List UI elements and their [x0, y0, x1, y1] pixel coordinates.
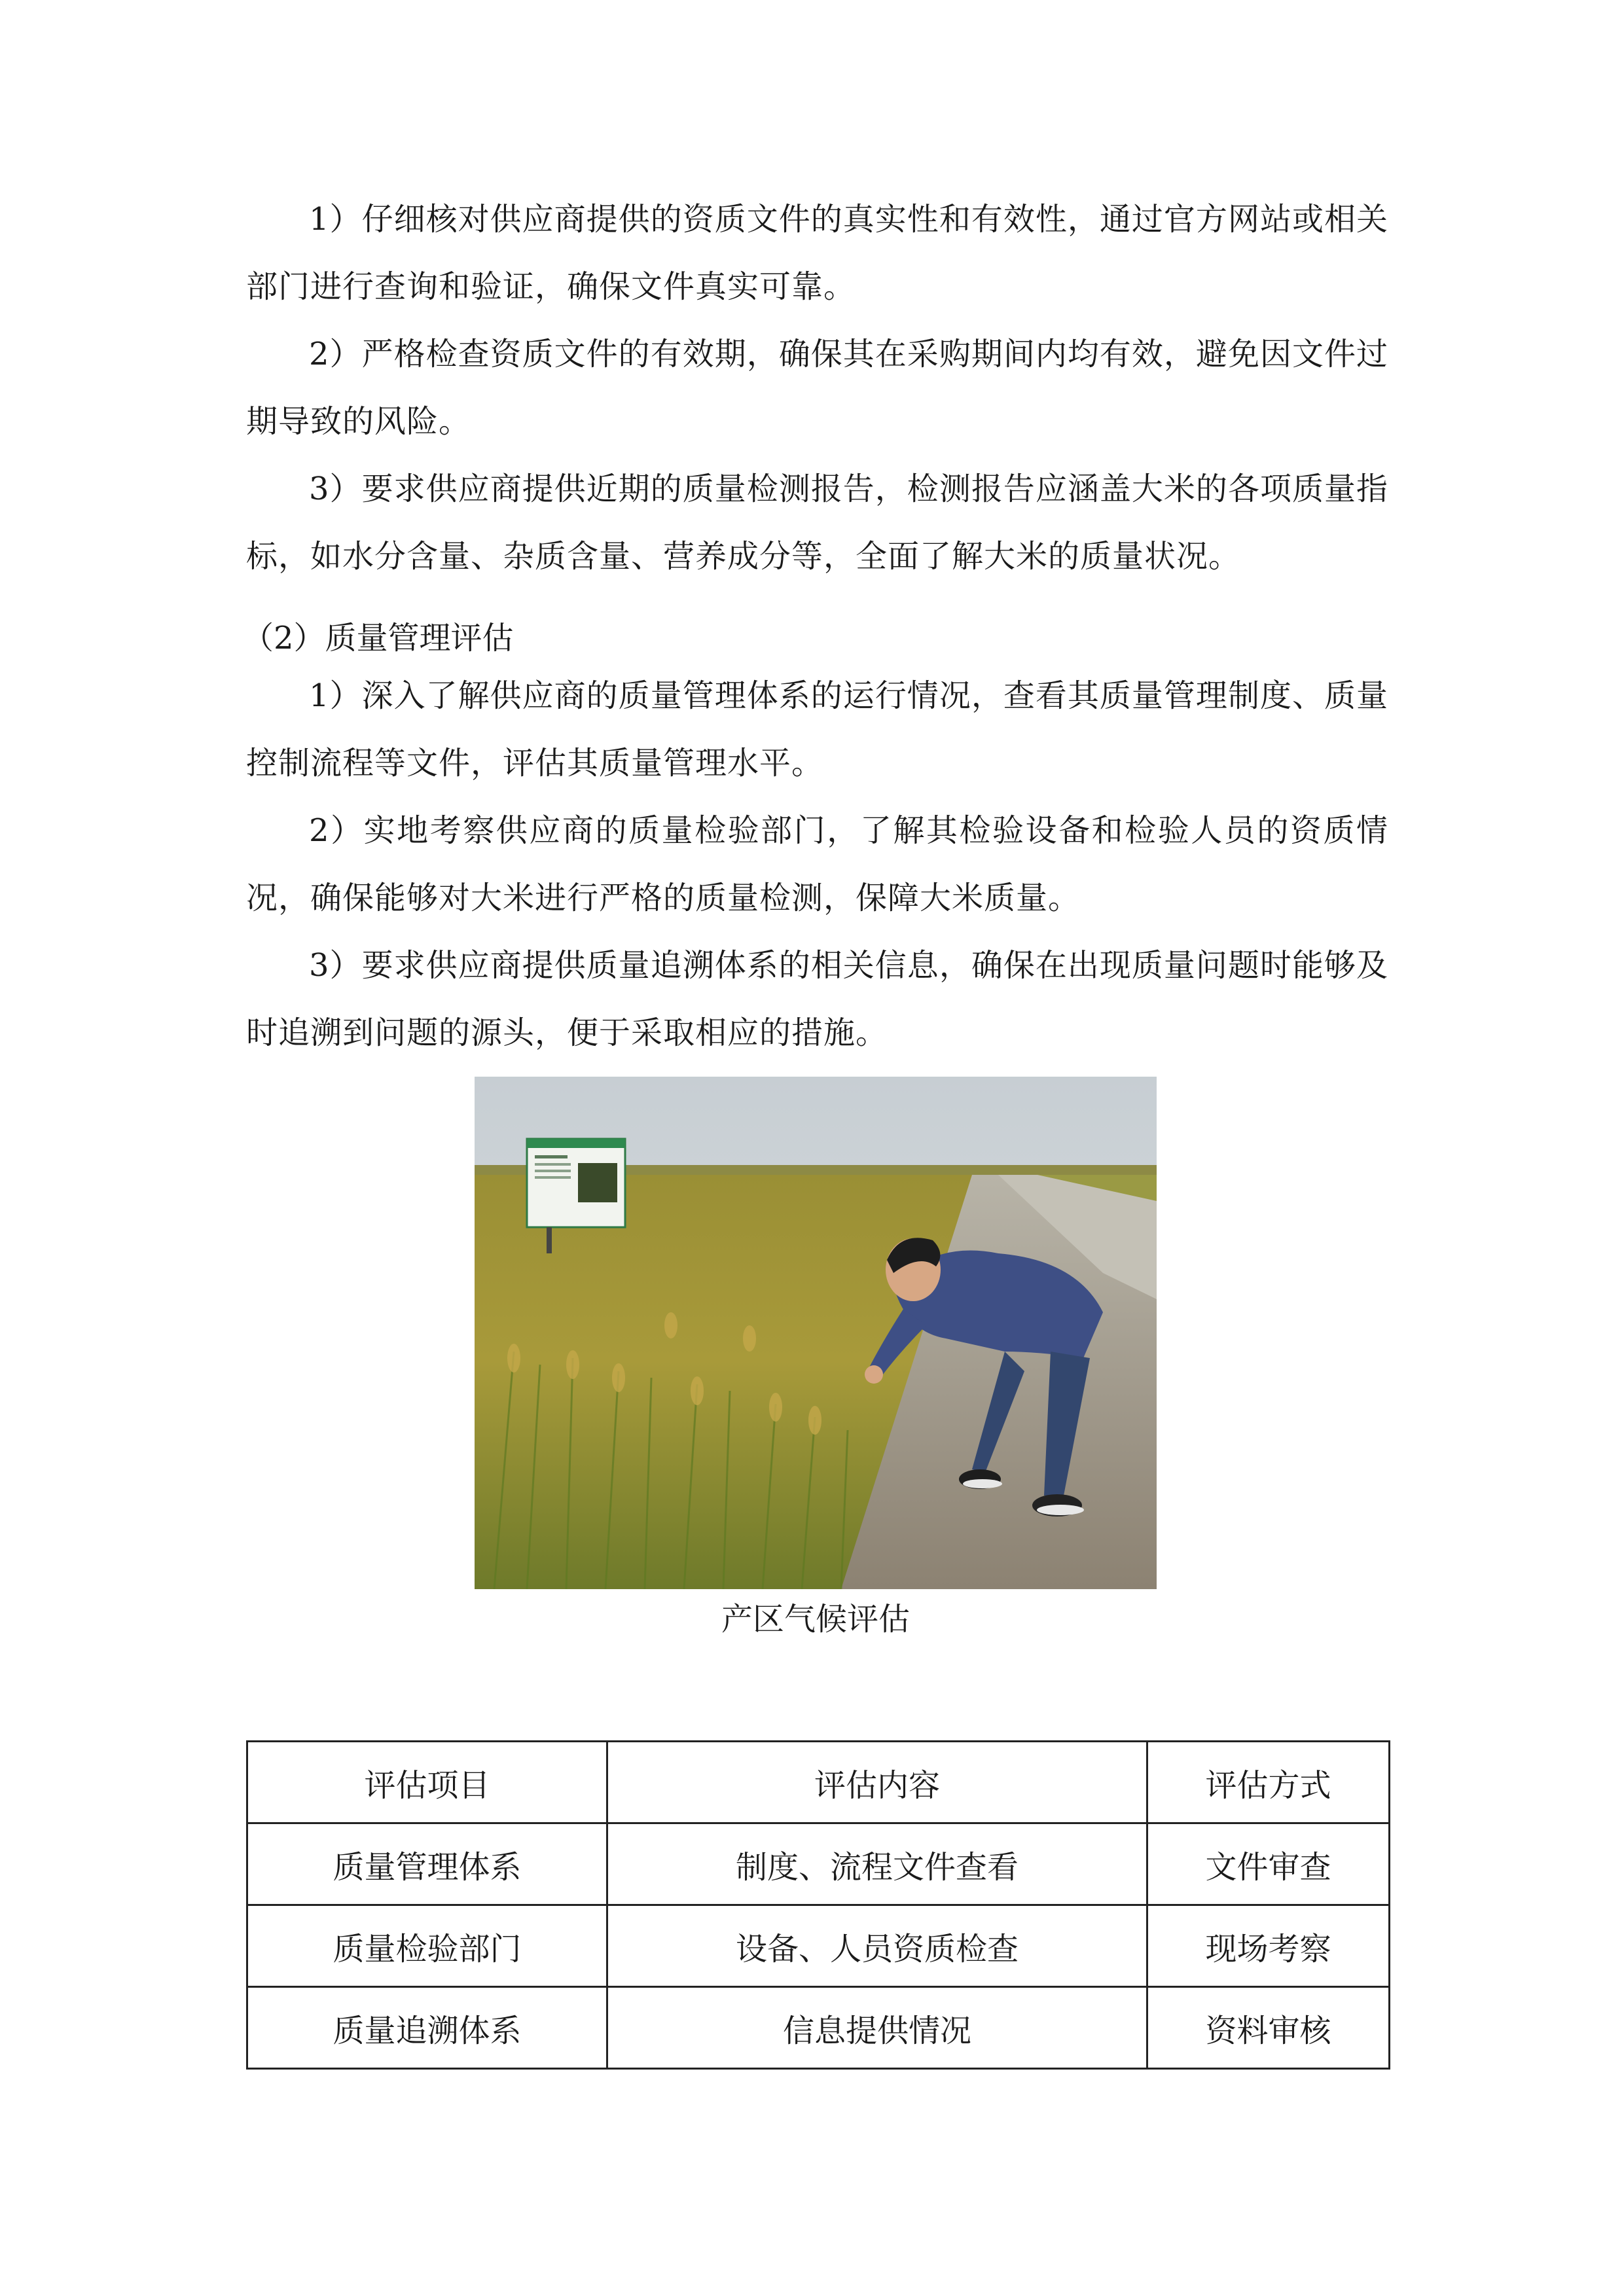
table-row	[247, 1987, 1390, 2069]
paragraph-5: 2）实地考察供应商的质量检验部门，了解其检验设备和检验人员的资质情况，确保能够对大米进行严格的质量检测，保障大米质量。	[246, 812, 1388, 916]
table-header-row	[247, 1742, 1390, 1823]
paragraph-6: 3）要求供应商提供质量追溯体系的相关信息，确保在出现质量问题时能够及时追溯到问题的源头，便于采取相应的措施。	[246, 947, 1388, 1051]
table-cell: 质量管理体系	[247, 1823, 607, 1905]
header-method: 评估方式	[1147, 1742, 1390, 1823]
paragraph-4: 1）深入了解供应商的质量管理体系的运行情况，查看其质量管理制度、质量控制流程等文件，评估其质量管理水平。	[246, 677, 1388, 781]
table-cell: 文件审查	[1147, 1823, 1390, 1905]
paragraph-2: 2）严格检查资质文件的有效期，确保其在采购期间内均有效，避免因文件过期导致的风险。	[246, 336, 1388, 440]
table-cell: 信息提供情况	[607, 1987, 1147, 2069]
table-cell: 质量追溯体系	[247, 1987, 607, 2069]
table-cell: 质量检验部门	[247, 1905, 607, 1987]
table-cell: 设备、人员资质检查	[607, 1905, 1147, 1987]
assessment-table	[246, 1740, 1390, 2070]
table-cell: 现场考察	[1147, 1905, 1390, 1987]
table-cell: 制度、流程文件查看	[607, 1823, 1147, 1905]
header-content: 评估内容	[607, 1742, 1147, 1823]
section-heading: （2）质量管理评估	[242, 620, 514, 656]
paragraph-3: 3）要求供应商提供近期的质量检测报告，检测报告应涵盖大米的各项质量指标，如水分含量、杂质含量、营养成分等，全面了解大米的质量状况。	[246, 471, 1388, 575]
table-cell: 资料审核	[1147, 1987, 1390, 2069]
paragraph-1: 1）仔细核对供应商提供的资质文件的真实性和有效性，通过官方网站或相关部门进行查询和验证，确保文件真实可靠。	[246, 201, 1388, 305]
header-item: 评估项目	[247, 1742, 607, 1823]
table-row	[247, 1905, 1390, 1987]
table-row	[247, 1823, 1390, 1905]
figure-caption: 产区气候评估	[721, 1601, 910, 1638]
rice-field-photo	[475, 1077, 1157, 1589]
